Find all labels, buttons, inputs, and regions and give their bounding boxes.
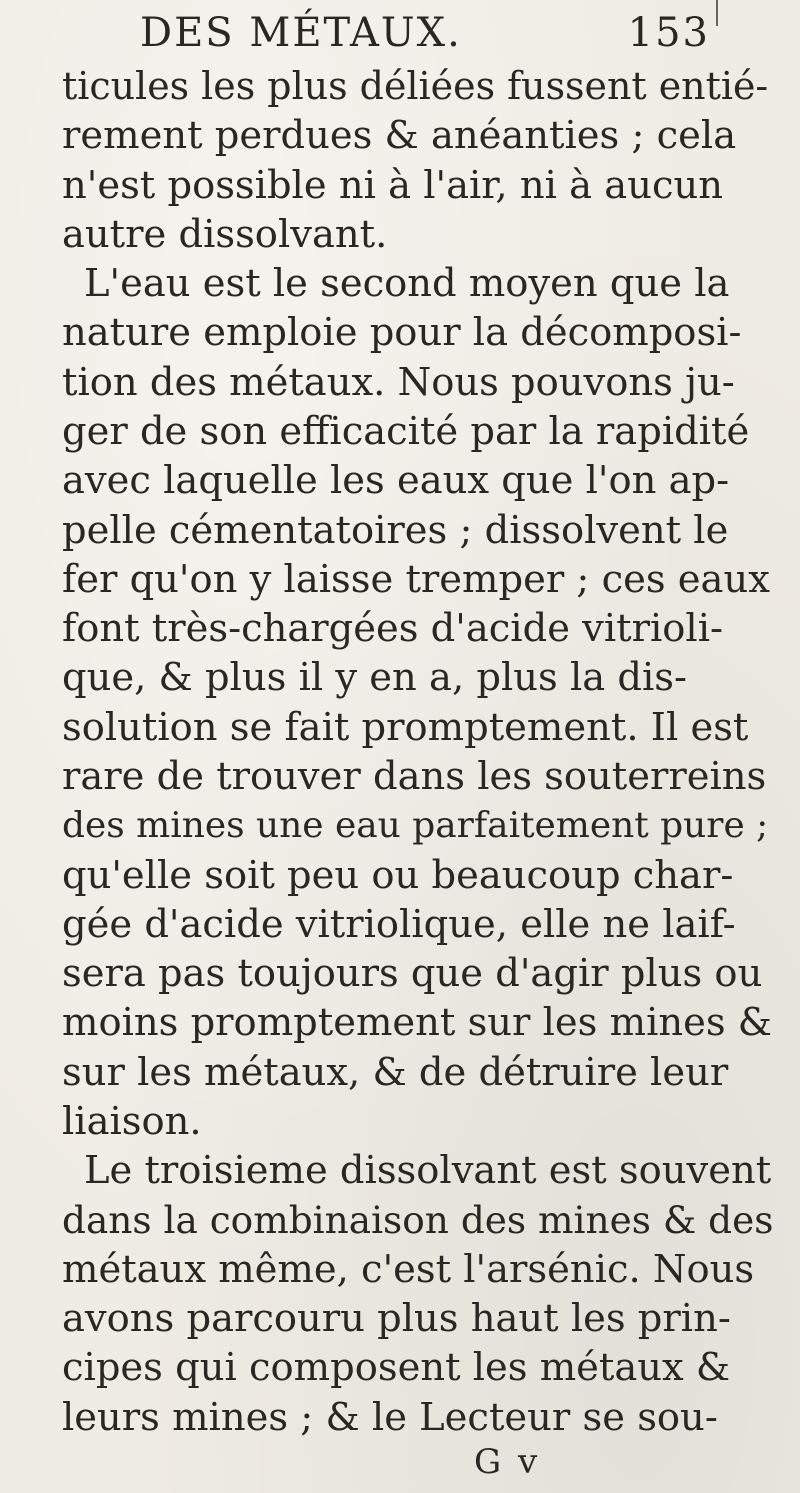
text-line: rare de trouver dans les souterreins bbox=[62, 754, 767, 799]
text-line: font très-chargées d'acide vitrioli- bbox=[62, 606, 724, 652]
text-line: autre dissolvant. bbox=[62, 211, 388, 257]
text-line: avons parcouru plus haut les prin- bbox=[62, 1296, 731, 1342]
text-line: sur les métaux, & de détruire leur bbox=[62, 1049, 729, 1095]
text-line: solution se fait promptement. Il est bbox=[62, 704, 749, 750]
text-line: nature emploie pour la décomposi- bbox=[62, 310, 742, 356]
text-line: fer qu'on y laisse tremper ; ces eaux bbox=[62, 556, 770, 602]
text-line: qu'elle soit peu ou beaucoup char- bbox=[62, 852, 734, 898]
text-line: dans la combinaison des mines & des bbox=[62, 1197, 774, 1242]
text-line: leurs mines ; & le Lecteur se sou- bbox=[62, 1394, 718, 1440]
text-line: gée d'acide vitriolique, elle ne laif- bbox=[62, 901, 736, 947]
text-line: cipes qui composent les métaux & bbox=[62, 1345, 731, 1391]
text-line: tion des métaux. Nous pouvons ju- bbox=[62, 359, 735, 405]
text-line: Le troisieme dissolvant est souvent bbox=[84, 1148, 772, 1194]
text-line: ger de son efficacité par la rapidité bbox=[62, 409, 750, 454]
text-line: sera pas toujours que d'agir plus ou bbox=[62, 951, 763, 997]
text-line: des mines une eau parfaitement pure ; bbox=[62, 805, 769, 847]
page-header bbox=[140, 4, 710, 62]
text-line: moins promptement sur les mines & bbox=[62, 1000, 773, 1046]
running-title: DES MÉTAUX. bbox=[140, 10, 462, 56]
page-number: 153 bbox=[627, 10, 710, 56]
page-edge-mark bbox=[716, 0, 718, 26]
text-line: que, & plus il y en a, plus la dis- bbox=[62, 655, 688, 701]
signature-mark: G v bbox=[474, 1442, 541, 1482]
text-line: L'eau est le second moyen que la bbox=[84, 261, 730, 307]
text-line: pelle cémentatoires ; dissolvent le bbox=[62, 507, 729, 553]
text-line: ticules les plus déliées fussent entié- bbox=[62, 64, 769, 108]
text-line: avec laquelle les eaux que l'on ap- bbox=[62, 458, 730, 504]
text-line: liaison. bbox=[62, 1099, 202, 1144]
text-line: rement perdues & anéanties ; cela bbox=[62, 113, 737, 159]
text-line: n'est possible ni à l'air, ni à aucun bbox=[62, 162, 723, 208]
text-line: métaux même, c'est l'arsénic. Nous bbox=[62, 1246, 755, 1292]
